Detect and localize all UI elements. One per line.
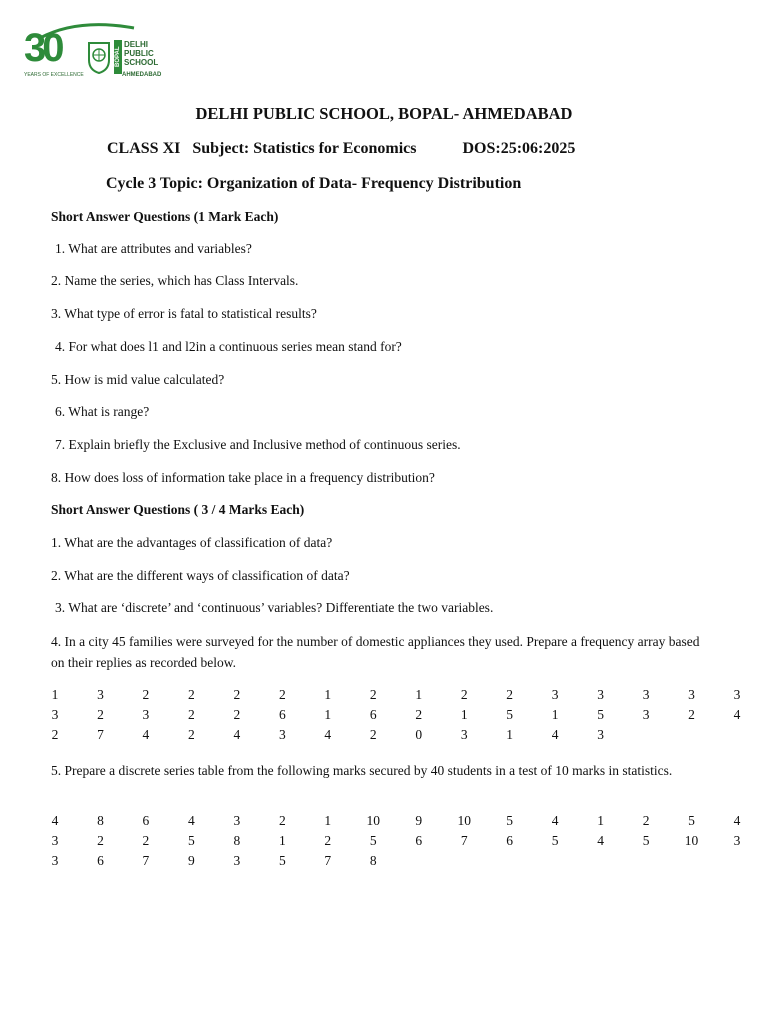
data-value: 2: [188, 707, 195, 722]
data-value: 1: [506, 727, 514, 742]
vertical-label: BOPAL: [114, 40, 122, 74]
q4-data-row-1: [0, 687, 768, 707]
data-value: 4: [142, 727, 150, 742]
data-value: 10: [684, 833, 699, 848]
data-value: 5: [642, 833, 650, 848]
data-value: 2: [642, 813, 650, 828]
data-value: 1: [51, 687, 59, 702]
data-value: 9: [415, 813, 423, 828]
data-value: 1: [324, 813, 332, 828]
data-value: 3: [551, 687, 559, 702]
data-value: 9: [188, 853, 195, 868]
school-logo: [24, 22, 162, 82]
school-title: DELHI PUBLIC SCHOOL, BOPAL- AHMEDABAD: [195, 104, 573, 123]
data-value: 2: [278, 813, 286, 828]
question-1-6: 6. What is range?: [55, 404, 150, 419]
subject-label: Subject: Statistics for Economics: [192, 140, 417, 157]
data-value: 3: [733, 687, 741, 702]
data-value: 4: [597, 833, 604, 848]
data-value: 3: [51, 853, 59, 868]
data-value: 2: [188, 727, 195, 742]
anniversary-number: 30: [24, 26, 61, 70]
data-value: 2: [369, 687, 377, 702]
data-value: 7: [97, 727, 104, 742]
date-label: DOS:25:06:2025: [462, 140, 576, 157]
q5-data-row-1: [0, 813, 768, 833]
crest-icon: [86, 40, 112, 74]
data-value: 7: [460, 833, 468, 848]
data-value: 3: [733, 833, 741, 848]
data-value: 3: [642, 687, 650, 702]
data-value: 10: [457, 813, 471, 828]
data-value: 6: [369, 707, 377, 722]
data-value: 5: [506, 707, 514, 722]
data-value: 2: [188, 687, 195, 702]
logo-school-name: DELHI PUBLIC SCHOOL: [124, 40, 159, 67]
data-value: 8: [369, 853, 377, 868]
q4-data-row-3: [0, 727, 768, 747]
data-value: 6: [415, 833, 423, 848]
question-1-2: 2. Name the series, which has Class Intervals.: [51, 273, 299, 288]
data-value: 6: [278, 707, 286, 722]
question-1-1: 1. What are attributes and variables?: [55, 241, 252, 256]
data-value: 1: [278, 833, 286, 848]
data-value: 4: [551, 813, 559, 828]
data-value: 3: [597, 727, 604, 742]
data-value: 5: [688, 813, 695, 828]
data-value: 3: [597, 687, 604, 702]
data-value: 5: [551, 833, 559, 848]
data-value: 3: [97, 687, 104, 702]
data-value: 1: [324, 707, 332, 722]
data-value: 2: [233, 687, 241, 702]
question-2-4: 4. In a city 45 families were surveyed for the number of domestic appliances they used. Prepare a frequency array based on their replies as recorded below.: [51, 634, 700, 670]
data-value: 4: [188, 813, 195, 828]
data-value: 5: [506, 813, 514, 828]
data-value: 3: [142, 707, 150, 722]
question-2-2: 2. What are the different ways of classification of data?: [51, 568, 350, 583]
data-value: 3: [688, 687, 695, 702]
topic-line: Cycle 3 Topic: Organization of Data- Frequency Distribution: [106, 175, 522, 192]
data-value: 10: [366, 813, 381, 828]
data-value: 5: [188, 833, 195, 848]
data-value: 1: [551, 707, 559, 722]
question-2-1: 1. What are the advantages of classification of data?: [51, 535, 333, 550]
data-value: 0: [415, 727, 423, 742]
data-value: 2: [369, 727, 377, 742]
data-value: 2: [278, 687, 286, 702]
data-value: 1: [597, 813, 604, 828]
question-2-5: 5. Prepare a discrete series table from the following marks secured by 40 students in a test of 10 marks in statistics.: [51, 763, 673, 778]
question-1-4: 4. For what does l1 and l2in a continuous series mean stand for?: [55, 339, 402, 354]
data-value: 4: [551, 727, 559, 742]
data-value: 6: [142, 813, 150, 828]
question-1-8: 8. How does loss of information take place in a frequency distribution?: [51, 470, 435, 485]
data-value: 2: [506, 687, 514, 702]
data-value: 3: [642, 707, 650, 722]
data-value: 1: [415, 687, 423, 702]
data-value: 4: [733, 813, 741, 828]
class-label: CLASS XI: [107, 140, 181, 157]
data-value: 2: [324, 833, 332, 848]
data-value: 4: [233, 727, 241, 742]
data-value: 5: [278, 853, 286, 868]
logo-tagline: YEARS OF EXCELLENCE: [24, 72, 84, 78]
q5-data-row-3: [0, 853, 768, 873]
q5-data-row-2: [0, 833, 768, 853]
data-value: 4: [733, 707, 741, 722]
question-1-3: 3. What type of error is fatal to statistical results?: [51, 306, 317, 321]
data-value: 5: [597, 707, 604, 722]
data-value: 8: [97, 813, 104, 828]
question-2-3: 3. What are ‘discrete’ and ‘continuous’ variables? Differentiate the two variables.: [55, 600, 494, 615]
data-value: 3: [233, 853, 241, 868]
data-value: 2: [233, 707, 241, 722]
question-1-5: 5. How is mid value calculated?: [51, 372, 225, 387]
data-value: 4: [324, 727, 332, 742]
data-value: 2: [51, 727, 59, 742]
data-value: 2: [142, 687, 150, 702]
data-value: 1: [324, 687, 332, 702]
data-value: 3: [51, 833, 59, 848]
data-value: 2: [142, 833, 150, 848]
data-value: 3: [51, 707, 59, 722]
logo-city: AHMEDABAD: [122, 72, 162, 78]
data-value: 2: [688, 707, 695, 722]
data-value: 2: [460, 687, 468, 702]
data-value: 5: [369, 833, 377, 848]
data-value: 3: [233, 813, 241, 828]
section1-title: Short Answer Questions (1 Mark Each): [51, 209, 279, 224]
data-value: 6: [506, 833, 514, 848]
data-value: 7: [324, 853, 332, 868]
data-value: 4: [51, 813, 59, 828]
data-value: 1: [460, 707, 468, 722]
data-value: 2: [415, 707, 423, 722]
section2-title: Short Answer Questions ( 3 / 4 Marks Each): [51, 502, 305, 517]
data-value: 8: [233, 833, 241, 848]
class-line: [107, 140, 575, 158]
data-value: 6: [97, 853, 104, 868]
data-value: 3: [460, 727, 468, 742]
question-1-7: 7. Explain briefly the Exclusive and Inclusive method of continuous series.: [55, 437, 461, 452]
data-value: 3: [278, 727, 286, 742]
q4-data-row-2: [0, 707, 768, 727]
data-value: 7: [142, 853, 150, 868]
data-value: 2: [97, 707, 104, 722]
data-value: 2: [97, 833, 104, 848]
